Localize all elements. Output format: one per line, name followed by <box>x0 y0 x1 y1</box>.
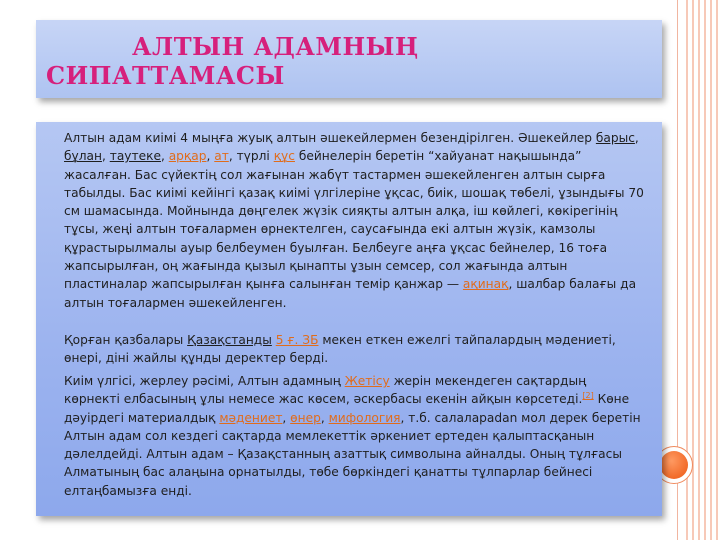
bullet-icon <box>44 132 54 142</box>
paragraph-costume <box>64 129 644 312</box>
text-segment: , т.б. салаларadan мол дерек беретін Алтын адам сол кездегі сақтарда мемлекеттік әркениет ертеден қалыптасқанын дәлелдейді. Алтын адам – Қазақстанның азаттық символына айналды. Оның тұлғасы Алматының бас алаңына орнатылды, төбе бөркіндегі қанатты тұлпарлар бейнесі елтаңбамызға енді. <box>64 410 641 498</box>
content-panel <box>36 122 662 516</box>
text-segment: Киім үлгісі, жерлеу рәсімі, Алтын адамның <box>64 374 345 388</box>
link-qazaqstan[interactable]: Қазақстанды <box>187 333 272 347</box>
separator: , <box>101 149 110 164</box>
bullet-icon <box>44 334 54 344</box>
link-qus[interactable]: құс <box>273 149 295 164</box>
slide-title <box>46 32 646 90</box>
separator: , <box>634 131 639 145</box>
separator: , <box>206 149 215 164</box>
link-aqinaq[interactable]: ақинақ <box>462 277 509 292</box>
text-segment: Алтын адам киімі 4 мыңға жуық алтын әшекейлермен безендірілген. Әшекейлер <box>64 131 596 145</box>
title-line-2: СИПАТТАМАСЫ <box>46 61 285 90</box>
text-segment: мекен еткен ежелгі тайпалардың мәдениеті, өнері, діні жайлы құнды деректер берді. <box>64 333 616 366</box>
link-at[interactable]: ат <box>214 149 229 164</box>
text-segment: Көне дәуірдегі материалдық <box>64 392 630 425</box>
accent-circle <box>660 451 688 479</box>
link-5-century-bc[interactable]: 5 ғ. ЗБ <box>275 333 319 347</box>
bullet-icon <box>44 375 54 385</box>
text-segment: Қорған қазбалары <box>64 333 188 347</box>
separator: , <box>160 149 169 164</box>
link-madeniet[interactable]: мәдениет <box>219 410 283 425</box>
separator: , <box>320 410 329 425</box>
link-tauteke[interactable]: таутеке <box>109 149 161 164</box>
text-segment: жерін мекендеген сақтардың көрнекті елбасының ұлы немесе жас көсем, әскербасы екенін айқын көрсетеді. <box>64 374 587 407</box>
text-segment: бейнелерін беретін “хайуанат нақышында” жасалған. Бас сүйектің сол жағынан жабүт тастармен әшекейленген алтын сырға табылды. Бас киімі кейінгі қазақ киімі үлгілеріне ұқсас, биік, шошақ төбелі, ұзындығы 70 см шамасында. Мойнында дөңгелек жүзік сияқты алтын алқа, іш көйлегі, көкірегінің тұсы, жеңі алтын тоғалармен өрнектелген, саусағында екі алтын жүзік, камзолы құрастырылмалы ауыр белбеумен буылған. Белбеуге аңға ұқсас бейнелер, 16 тоға жапсырылған, оң жағында қызыл қынапты ұзын семсер, сол жағында алтын пластиналар жапсырылған қынға салынған темір қанжар — <box>64 149 644 292</box>
link-bulan[interactable]: бұлан <box>64 149 102 164</box>
title-panel <box>36 20 662 98</box>
text-segment: , шалбар балағы да алтын тоғалармен әшекейленген. <box>64 277 637 310</box>
separator: , <box>282 410 291 425</box>
paragraph-significance <box>64 372 644 500</box>
text-segment: , түрлі <box>228 149 274 164</box>
link-barys[interactable]: барыс <box>595 131 635 145</box>
link-mifologiya[interactable]: мифология <box>328 410 401 425</box>
link-arqar[interactable]: арқар <box>168 149 207 164</box>
citation-link[interactable]: [2] <box>582 391 594 401</box>
paragraph-excavations <box>64 331 644 368</box>
link-zhetisu[interactable]: Жетісу <box>344 374 390 388</box>
title-line-1: АЛТЫН АДАМНЫҢ <box>132 32 419 61</box>
link-oner[interactable]: өнер <box>290 410 321 425</box>
